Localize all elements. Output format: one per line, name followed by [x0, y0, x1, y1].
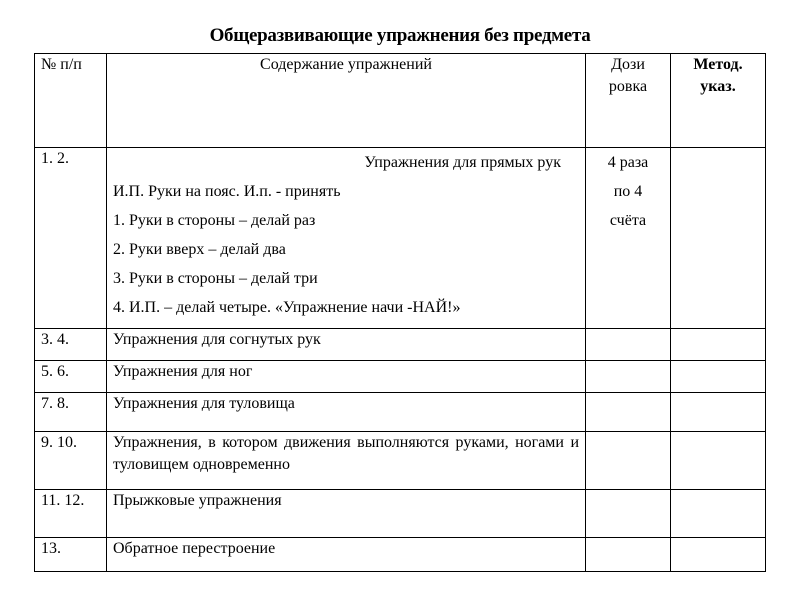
header-method-line2: указ.: [700, 78, 736, 95]
row-dosage: [586, 432, 671, 490]
table-row: [35, 148, 766, 329]
table-row: [35, 432, 766, 490]
row-dosage: [586, 538, 671, 572]
exercise-line: 1. Руки в стороны – делай раз: [113, 212, 316, 229]
header-dosage-line1: Дози: [611, 56, 645, 73]
row-dosage: [586, 361, 671, 393]
table-row: [35, 329, 766, 361]
row-number: 3. 4.: [35, 329, 107, 361]
row-method: [671, 538, 766, 572]
row-content: Упражнения, в котором движения выполняются руками, ногами и туловищем одновременно: [107, 432, 586, 490]
exercise-line: 4. И.П. – делай четыре. «Упражнение начи -НАЙ!»: [113, 299, 461, 316]
table-header-row: [35, 54, 766, 148]
row-content: Прыжковые упражнения: [107, 490, 586, 538]
row-content: [107, 148, 586, 329]
header-dosage-line2: ровка: [608, 78, 648, 95]
row-content: Упражнения для согнутых рук: [107, 329, 586, 361]
table-row: [35, 538, 766, 572]
dosage-line: по 4: [613, 183, 643, 200]
row-number: 13.: [35, 538, 107, 572]
header-method-line1: Метод.: [693, 56, 743, 73]
row-number: 1. 2.: [35, 148, 107, 329]
row-number: 5. 6.: [35, 361, 107, 393]
page-title: Общеразвивающие упражнения без предмета: [209, 25, 591, 46]
row-method: [671, 393, 766, 432]
exercise-title: Упражнения для прямых рук: [364, 154, 561, 171]
row-method: [671, 490, 766, 538]
header-method: [671, 54, 766, 148]
header-content: Содержание упражнений: [107, 54, 586, 148]
row-content: Упражнения для туловища: [107, 393, 586, 432]
table-row: [35, 361, 766, 393]
exercise-table: [34, 53, 766, 572]
table-row: [35, 490, 766, 538]
row-dosage: [586, 393, 671, 432]
dosage-line: счёта: [609, 212, 647, 229]
row-method: [671, 148, 766, 329]
dosage-line: 4 раза: [607, 154, 649, 171]
row-method: [671, 329, 766, 361]
table-row: [35, 393, 766, 432]
row-content: Упражнения для ног: [107, 361, 586, 393]
row-number: 7. 8.: [35, 393, 107, 432]
row-dosage: [586, 148, 671, 329]
exercise-line: 2. Руки вверх – делай два: [113, 241, 286, 258]
row-method: [671, 432, 766, 490]
header-number: № п/п: [35, 54, 107, 148]
exercise-line: И.П. Руки на пояс. И.п. - принять: [113, 183, 341, 200]
header-dosage: [586, 54, 671, 148]
row-number: 11. 12.: [35, 490, 107, 538]
row-method: [671, 361, 766, 393]
exercise-line: 3. Руки в стороны – делай три: [113, 270, 318, 287]
row-dosage: [586, 490, 671, 538]
row-content: Обратное перестроение: [107, 538, 586, 572]
row-dosage: [586, 329, 671, 361]
row-number: 9. 10.: [35, 432, 107, 490]
